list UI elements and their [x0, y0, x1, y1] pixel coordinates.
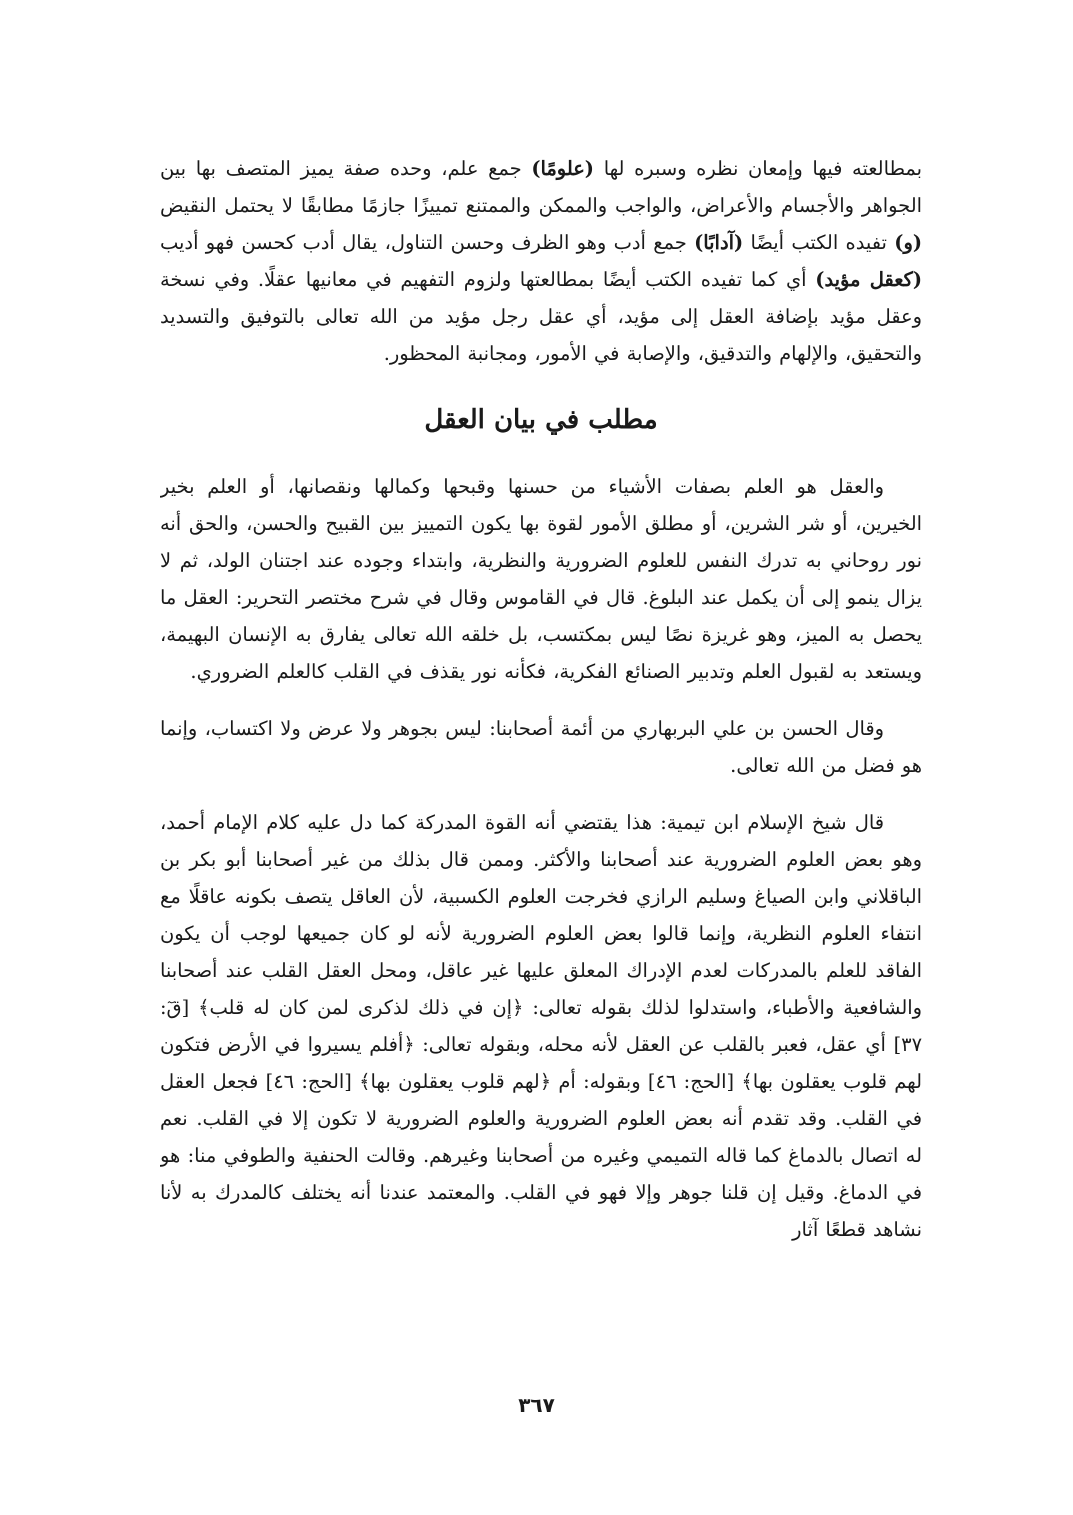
bold-term: (علومًا) — [531, 157, 594, 180]
text-run: جمع علم، وحده صفة يميز المتصف بها بين الجواهر والأجسام والأعراض، والواجب والممكن والممتنع تمييزًا جازمًا مطابقًا لا يحتمل النقيض — [160, 157, 922, 217]
text-run: تفيده الكتب أيضًا — [743, 231, 895, 254]
paragraph-3: وقال الحسن بن علي البربهاري من أئمة أصحابنا: ليس بجوهر ولا عرض ولا اكتساب، وإنما هو فضل من الله تعالى. — [160, 717, 922, 777]
text-run: بمطالعته فيها وإمعان نظره وسبره لها — [593, 157, 922, 180]
paragraph-1 — [160, 150, 922, 372]
text-run: أي كما تفيده الكتب أيضًا بمطالعتها ولزوم التفهيم في معانيها عقلًا. وفي نسخة وعقل مؤيد بإضافة العقل إلى مؤيد، أي عقل رجل مؤيد من الله تعالى بالتوفيق والتسديد والتحقيق، والإلهام والتدقيق، والإصابة في الأمور، ومجانبة المحظور. — [160, 268, 922, 365]
paragraph-gap — [160, 784, 922, 804]
bold-term: (آدابًا) — [694, 231, 744, 254]
section-heading: مطلب في بيان العقل — [424, 405, 658, 435]
page-number: ٣٦٧ — [518, 1393, 555, 1417]
text-run: جمع أدب وهو الظرف وحسن التناول، يقال أدب كحسن فهو أديب — [160, 231, 695, 254]
paragraph-2: والعقل هو العلم بصفات الأشياء من حسنها وقبحها وكمالها ونقصانها، أو العلم بخير الخيرين، أو شر الشرين، أو مطلق الأمور لقوة بها يكون التمييز بين القبيح والحسن، والحق أنه نور روحاني به تدرك النفس للعلوم الضرورية والنظرية، وابتداء وجوده عند اجتنان الولد، ثم لا يزال ينمو إلى أن يكمل عند البلوغ. قال في القاموس وقال في شرح مختصر التحرير: العقل ما يحصل به الميز، وهو غريزة نصًا ليس بمكتسب، بل خلقه الله تعالى يفارق به الإنسان البهيمة، ويستعد به لقبول العلم وتدبير الصنائع الفكرية، فكأنه نور يقذف في القلب كالعلم الضروري. — [160, 475, 922, 683]
paragraph-gap — [160, 690, 922, 710]
bold-term: (كعقل مؤيد) — [815, 268, 922, 291]
paragraph-4: قال شيخ الإسلام ابن تيمية: هذا يقتضي أنه القوة المدركة كما دل عليه كلام الإمام أحمد، وهو بعض العلوم الضرورية عند أصحابنا والأكثر. وممن قال بذلك من غير أصحابنا أبو بكر بن الباقلاني وابن الصياغ وسليم الرازي فخرجت العلوم الكسبية، لأن العاقل يتصف بكونه عاقلًا مع انتفاء العلوم النظرية، وإنما قالوا بعض العلوم الضرورية لأنه لو كان جميعها لوجب أن يكون الفاقد للعلم بالمدركات لعدم الإدراك المعلق عليها غير عاقل، ومحل العقل القلب عند أصحابنا والشافعية والأطباء، واستدلوا لذلك بقوله تعالى: ﴿إن في ذلك لذكرى لمن كان له قلب﴾ [قٓ: ٣٧] أي عقل، فعبر بالقلب عن العقل لأنه محله، وبقوله تعالى: ﴿أفلم يسيروا في الأرض فتكون لهم قلوب يعقلون بها﴾ [الحج: ٤٦] وبقوله: أم ﴿لهم قلوب يعقلون بها﴾ [الحج: ٤٦] فجعل العقل في القلب. وقد تقدم أنه بعض العلوم الضرورية والعلوم الضرورية لا تكون إلا في القلب. نعم له اتصال بالدماغ كما قاله التميمي وغيره من أصحابنا وغيرهم. وقالت الحنفية والطوفي منا: هو في الدماغ. وقيل إن قلنا جوهر وإلا فهو في القلب. والمعتمد عندنا أنه يختلف كالمدرك به لأنا نشاهد قطعًا آثار — [160, 811, 922, 1241]
bold-term: (و) — [894, 231, 922, 254]
page-body — [160, 150, 922, 1375]
